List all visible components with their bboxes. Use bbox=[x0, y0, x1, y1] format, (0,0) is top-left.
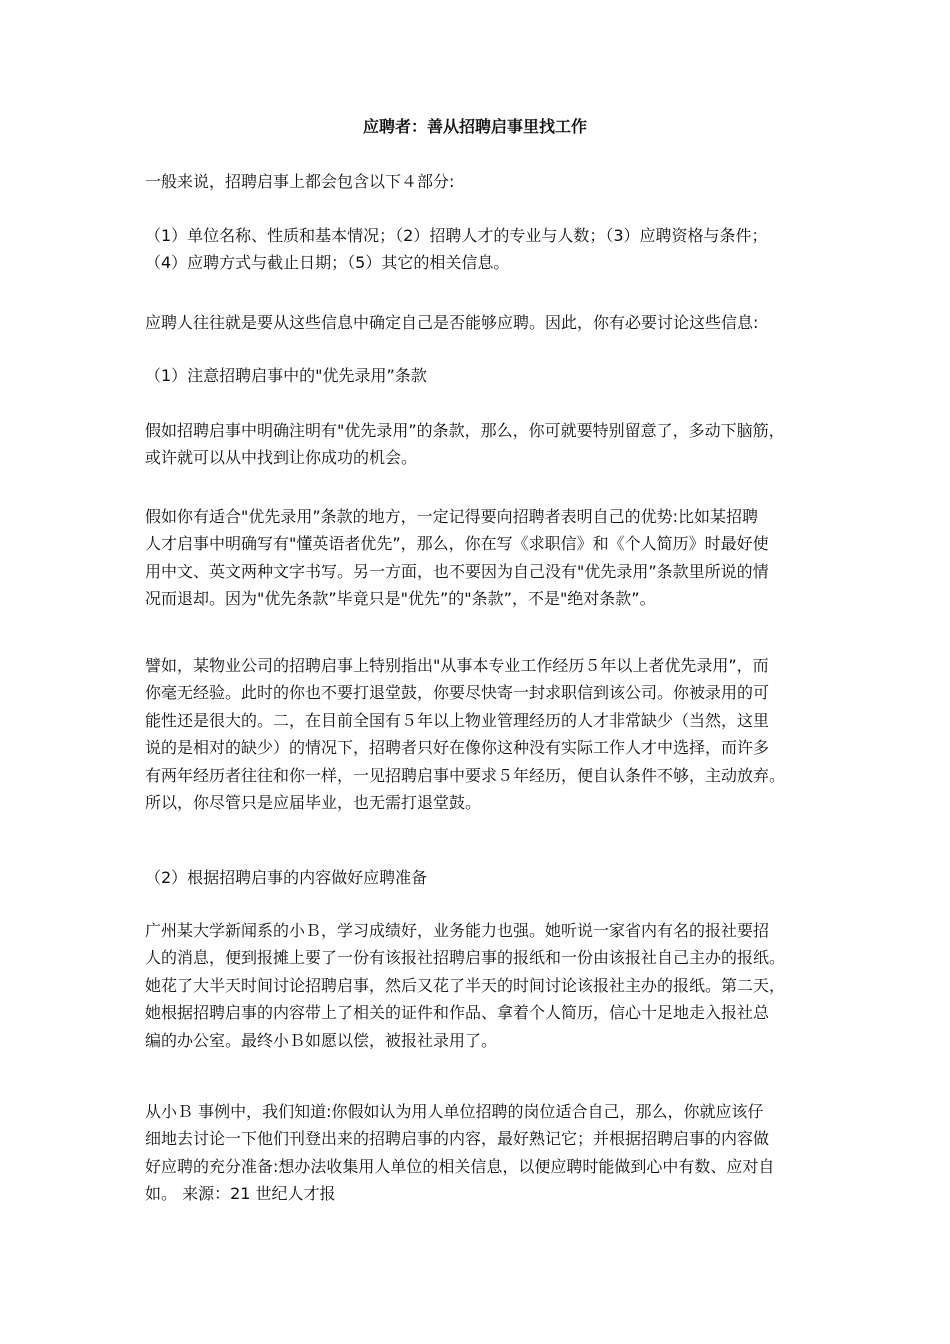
paragraph-line: 从小Ｂ 事例中，我们知道:你假如认为用人单位招聘的岗位适合自己，那么，你就应该仔 bbox=[145, 1102, 764, 1121]
paragraph-conclusion bbox=[145, 1100, 815, 1210]
paragraph-line: 一般来说，招聘启事上都会包含以下４部分: bbox=[145, 172, 455, 191]
paragraph-line: 人才启事中明确写有"懂英语者优先”，那么，你在写《求职信》和《个人简历》时最好使 bbox=[145, 534, 769, 554]
paragraph-line: 假如你有适合"优先录用”条款的地方，一定记得要向招聘者表明自己的优势:比如某招聘 bbox=[145, 507, 759, 526]
section-heading-1 bbox=[145, 364, 815, 391]
paragraph-line: 应聘人往往就是要从这些信息中确定自己是否能够应聘。因此，你有必要讨论这些信息: bbox=[145, 313, 759, 332]
paragraph-line: 或许就可以从中找到让你成功的机会。 bbox=[145, 448, 418, 468]
section-heading-2 bbox=[145, 866, 815, 893]
paragraph-line: 譬如，某物业公司的招聘启事上特别指出"从事本专业工作经历５年以上者优先录用”，而 bbox=[145, 656, 769, 675]
paragraph-parts-list bbox=[145, 224, 815, 279]
paragraph-line: 她根据招聘启事的内容带上了相关的证件和作品、拿着个人简历，信心十足地走入报社总 bbox=[145, 1003, 770, 1023]
paragraph-line: 假如招聘启事中明确注明有"优先录用”的条款，那么，你可就要特别留意了，多动下脑筋， bbox=[145, 421, 785, 440]
paragraph-line: （1）单位名称、性质和基本情况；（2）招聘人才的专业与人数；（3）应聘资格与条件； bbox=[145, 226, 768, 245]
paragraph-line: 能性还是很大的。二，在目前全国有５年以上物业管理经历的人才非常缺少（当然，这里 bbox=[145, 710, 770, 730]
paragraph-line: 细地去讨论一下他们刊登出来的招聘启事的内容，最好熟记它；并根据招聘启事的内容做 bbox=[145, 1129, 770, 1149]
paragraph-line: 编的办公室。最终小Ｂ如愿以偿，被报社录用了。 bbox=[145, 1030, 498, 1050]
paragraph-advantage bbox=[145, 505, 815, 615]
paragraph-line: 广州某大学新闻系的小Ｂ，学习成绩好，业务能力也强。她听说一家省内有名的报社要招 bbox=[145, 921, 770, 940]
paragraph-line: （1）注意招聘启事中的"优先录用”条款 bbox=[145, 366, 427, 385]
paragraph-line: 况而退却。因为"优先条款”毕竟只是"优先”的"条款”，不是"绝对条款”。 bbox=[145, 589, 656, 609]
paragraph-line: 她花了大半天时间讨论招聘启事，然后又花了半天的时间讨论该报社主办的报纸。第二天， bbox=[145, 975, 786, 995]
paragraph-line: 用中文、英文两种文字书写。另一方面，也不要因为自己没有"优先录用”条款里所说的情 bbox=[145, 561, 769, 581]
paragraph-line: （4）应聘方式与截止日期；（5）其它的相关信息。 bbox=[145, 253, 510, 273]
paragraph-line: 你毫无经验。此时的你也不要打退堂鼓，你要尽快寄一封求职信到该公司。你被录用的可 bbox=[145, 683, 770, 703]
paragraph-line: 如。 来源：21 世纪人才报 bbox=[145, 1184, 336, 1204]
paragraph-intro bbox=[145, 170, 815, 197]
paragraph-applicant-note bbox=[145, 311, 815, 338]
paragraph-line: 人的消息，便到报摊上要了一份有该报社招聘启事的报纸和一份由该报社自己主办的报纸。 bbox=[145, 948, 786, 968]
paragraph-line: 说的是相对的缺少）的情况下，招聘者只好在像你这种没有实际工作人才中选择，而许多 bbox=[145, 738, 770, 758]
paragraph-line: 所以，你尽管只是应届毕业，也无需打退堂鼓。 bbox=[145, 792, 482, 812]
paragraph-example-property bbox=[145, 654, 815, 818]
paragraph-line: 有两年经历者往往和你一样，一见招聘启事中要求５年经历，便自认条件不够，主动放弃。 bbox=[145, 765, 786, 785]
paragraph-example-xiaob bbox=[145, 919, 815, 1056]
paragraph-priority-clause bbox=[145, 419, 815, 474]
paragraph-line: 好应聘的充分准备:想办法收集用人单位的相关信息，以便应聘时能做到心中有数、应对自 bbox=[145, 1156, 775, 1176]
paragraph-line: （2）根据招聘启事的内容做好应聘准备 bbox=[145, 868, 428, 887]
document-title: 应聘者：善从招聘启事里找工作 bbox=[362, 117, 587, 136]
